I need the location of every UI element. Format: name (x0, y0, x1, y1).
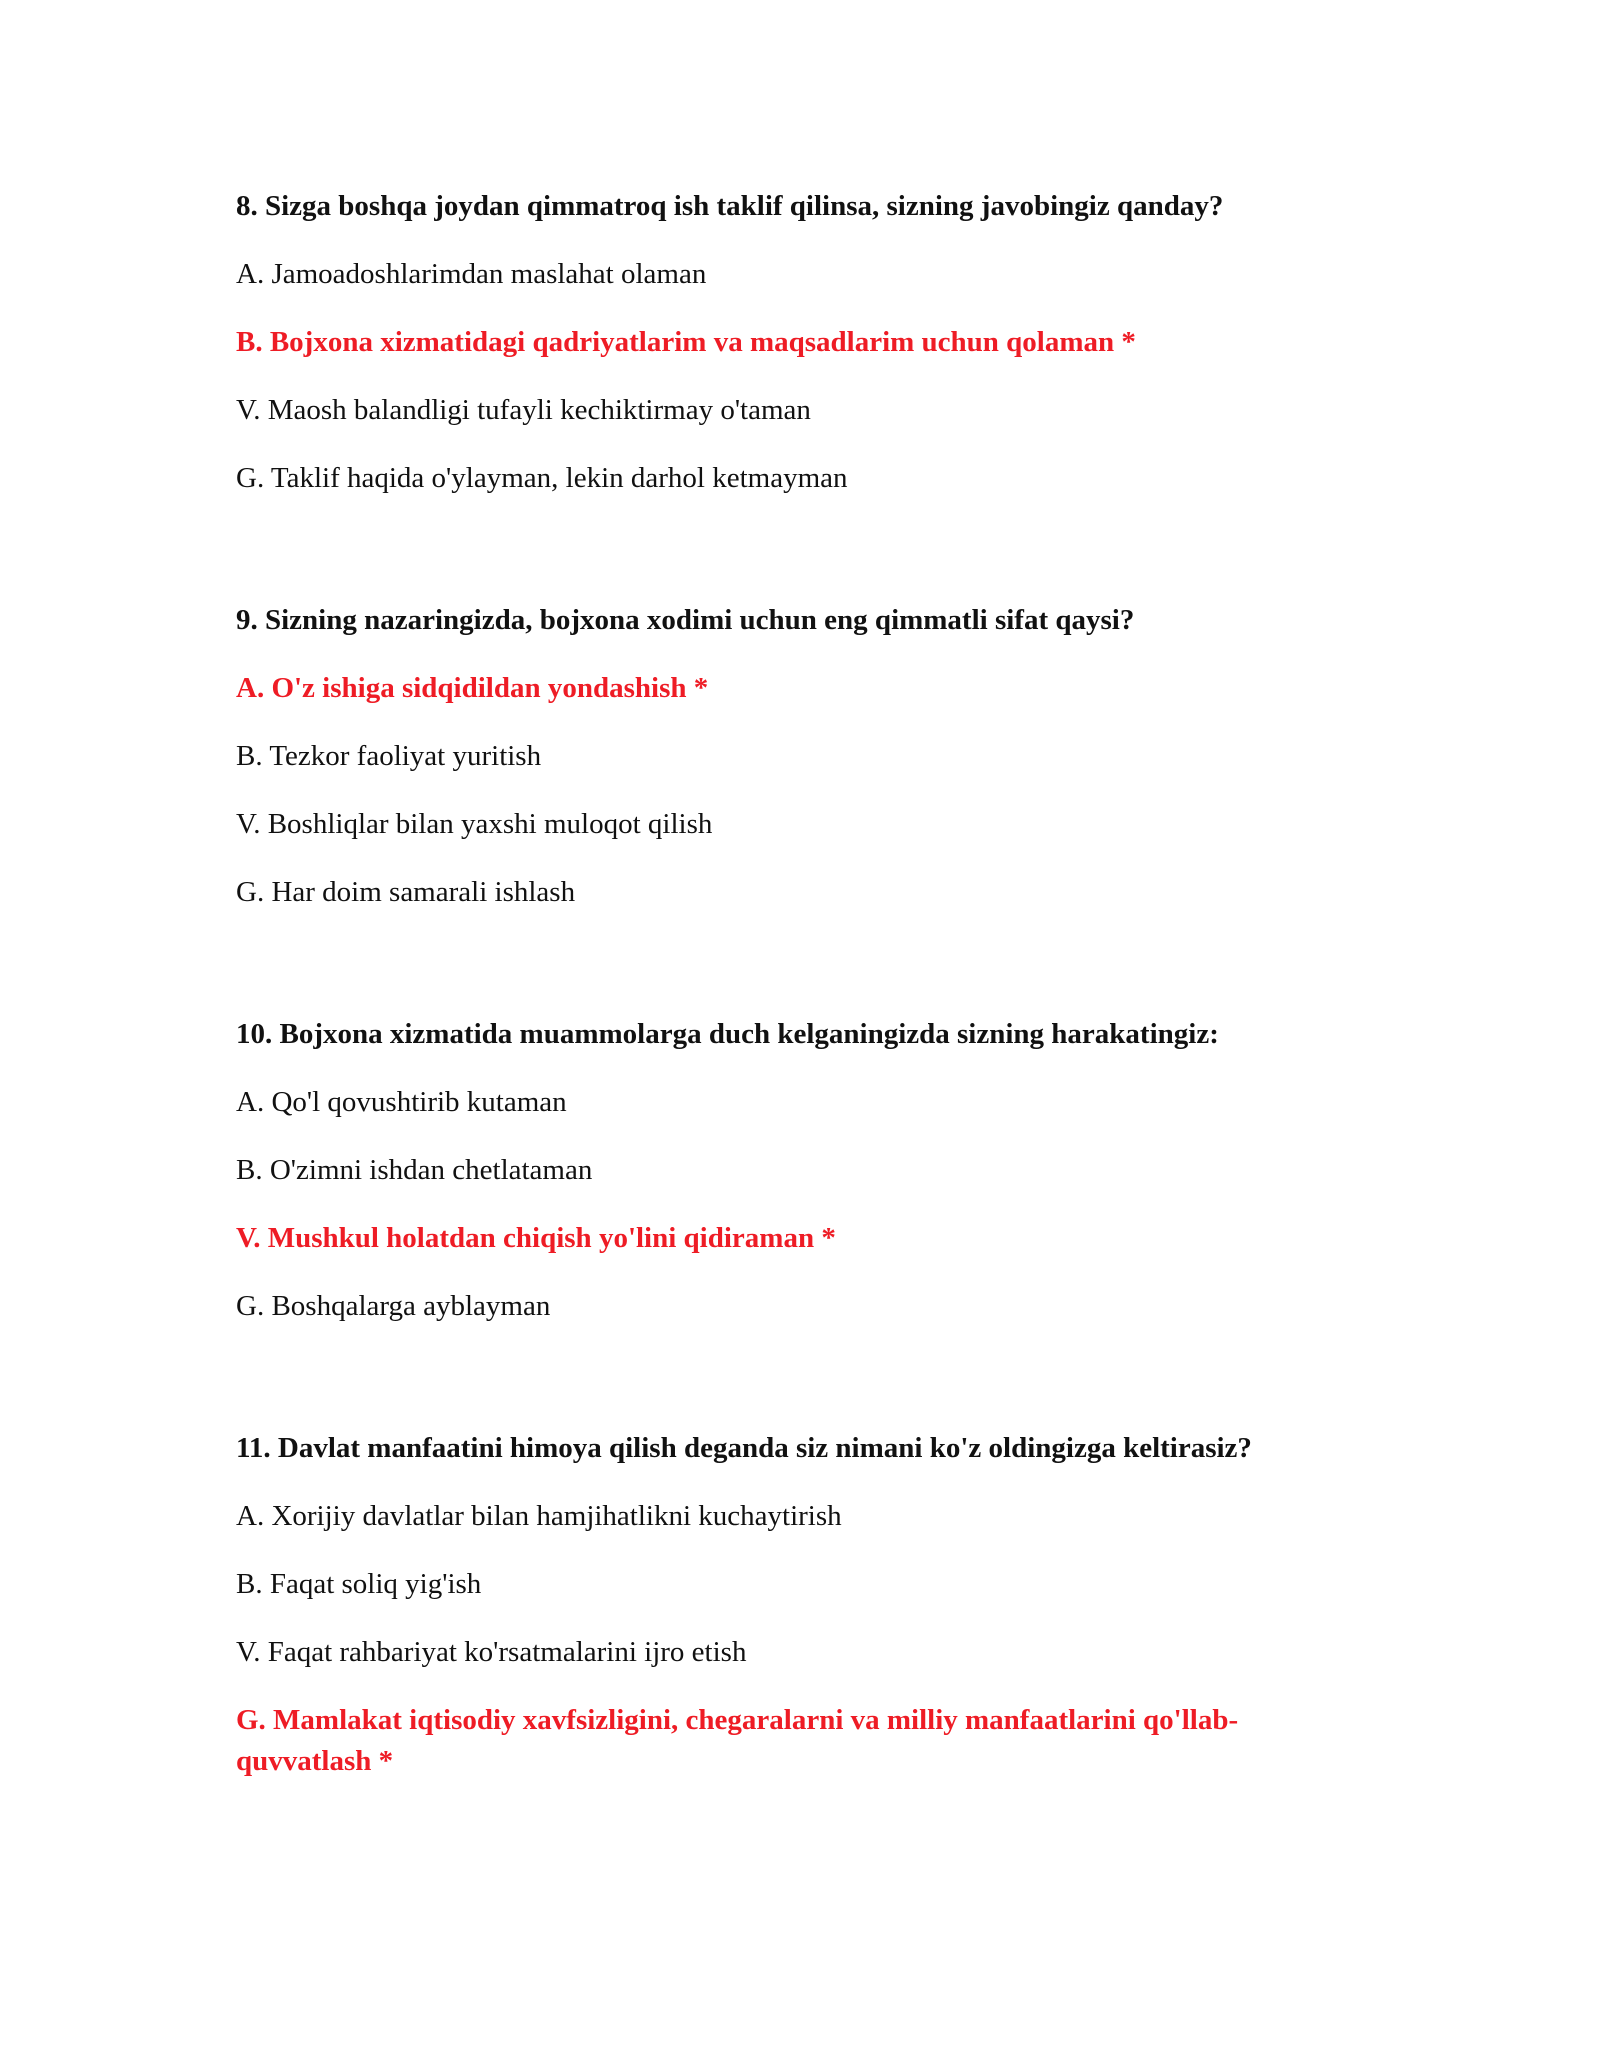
answer-option-a: A. Xorijiy davlatlar bilan hamjihatlikni kuchaytirish (236, 1500, 842, 1532)
answer-option-a: A. Jamoadoshlarimdan maslahat olaman (236, 258, 707, 290)
answer-option-v: V. Boshliqlar bilan yaxshi muloqot qilish (236, 808, 713, 840)
question-text: 9. Sizning nazaringizda, bojxona xodimi uchun eng qimmatli sifat qaysi? (236, 604, 1135, 636)
answer-option-a: A. Qo'l qovushtirib kutaman (236, 1086, 567, 1118)
correct-answer-option-a: A. O'z ishiga sidqidildan yondashish * (236, 672, 709, 704)
answer-option-v: V. Maosh balandligi tufayli kechiktirmay o'taman (236, 394, 811, 426)
question-text: 11. Davlat manfaatini himoya qilish deganda siz nimani ko'z oldingizga keltirasiz? (236, 1432, 1252, 1464)
question-block-10 (236, 1014, 1366, 1327)
answer-option-g: G. Boshqalarga ayblayman (236, 1290, 551, 1322)
question-block-9 (236, 600, 1366, 913)
answer-option-g: G. Taklif haqida o'ylayman, lekin darhol ketmayman (236, 462, 848, 494)
correct-answer-option-g: G. Mamlakat iqtisodiy xavfsizligini, chegaralarni va milliy manfaatlarini qo'llab-quvvatlash * (236, 1704, 1239, 1777)
correct-answer-option-v: V. Mushkul holatdan chiqish yo'lini qidiraman * (236, 1222, 836, 1254)
question-text: 8. Sizga boshqa joydan qimmatroq ish taklif qilinsa, sizning javobingiz qanday? (236, 190, 1224, 222)
answer-option-b: B. O'zimni ishdan chetlataman (236, 1154, 593, 1186)
answer-option-b: B. Tezkor faoliyat yuritish (236, 740, 542, 772)
answer-option-b: B. Faqat soliq yig'ish (236, 1568, 482, 1600)
question-block-8 (236, 186, 1366, 499)
question-text: 10. Bojxona xizmatida muammolarga duch kelganingizda sizning harakatingiz: (236, 1018, 1219, 1050)
correct-answer-option-b: B. Bojxona xizmatidagi qadriyatlarim va maqsadlarim uchun qolaman * (236, 326, 1136, 358)
answer-option-v: V. Faqat rahbariyat ko'rsatmalarini ijro etish (236, 1636, 747, 1668)
answer-option-g: G. Har doim samarali ishlash (236, 876, 576, 908)
document-page (236, 186, 1366, 1782)
question-block-11 (236, 1428, 1366, 1782)
